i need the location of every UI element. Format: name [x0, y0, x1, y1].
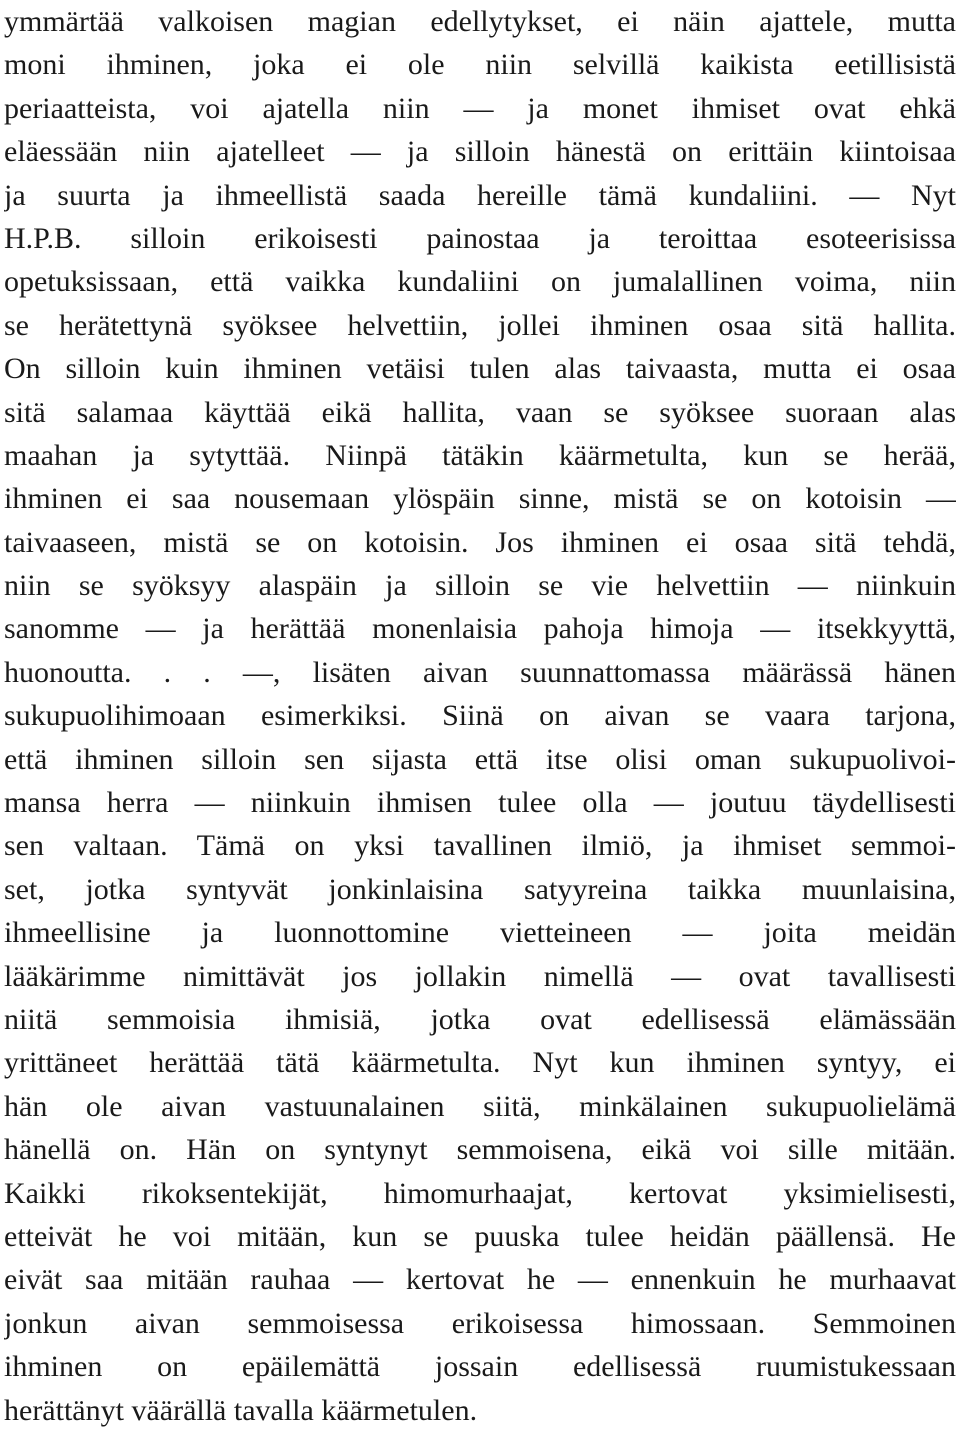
text-line: mansa herra — niinkuin ihmisen tulee olla — joutuu täydellisesti: [4, 786, 956, 820]
text-line: ihminen ei saa nousemaan ylöspäin sinne, mistä se on kotoisin —: [4, 482, 956, 516]
text-line: yrittäneet herättää tätä käärmetulta. Nyt kun ihminen syntyy, ei: [4, 1046, 956, 1080]
text-line-last: herättänyt väärällä tavalla käärmetulen.: [4, 1393, 478, 1427]
text-line: moni ihminen, joka ei ole niin selvillä kaikista eetillisistä: [4, 48, 956, 82]
text-line: jonkun aivan semmoisessa erikoisessa himossaan. Semmoinen: [4, 1306, 956, 1340]
text-line: ihminen on epäilemättä jossain edellisessä ruumistukessaan: [4, 1350, 956, 1384]
text-line: eivät saa mitään rauhaa — kertovat he — ennenkuin he murhaavat: [4, 1263, 956, 1297]
text-line: huonoutta. . . —, lisäten aivan suunnattomassa määrässä hänen: [4, 655, 956, 689]
text-line: taivaaseen, mistä se on kotoisin. Jos ihminen ei osaa sitä tehdä,: [4, 525, 956, 559]
text-line: hänellä on. Hän on syntynyt semmoisena, eikä voi sille mitään.: [4, 1133, 956, 1167]
body-text: [4, 0, 956, 1432]
text-line: sukupuolihimoaan esimerkiksi. Siinä on aivan se vaara tarjona,: [4, 699, 956, 733]
text-line: set, jotka syntyvät jonkinlaisina satyyreina taikka muunlaisina,: [4, 872, 956, 906]
text-line: sen valtaan. Tämä on yksi tavallinen ilmiö, ja ihmiset semmoi-: [4, 829, 956, 863]
text-line: ihmeellisine ja luonnottomine vietteineen — joita meidän: [4, 916, 956, 950]
text-line: Kaikki rikoksentekijät, himomurhaajat, kertovat yksimielisesti,: [4, 1176, 956, 1210]
text-line: maahan ja sytyttää. Niinpä tätäkin käärmetulta, kun se herää,: [4, 438, 956, 472]
text-line: ja suurta ja ihmeellistä saada hereille tämä kundaliini. — Nyt: [4, 178, 956, 212]
text-line: H.P.B. silloin erikoisesti painostaa ja teroittaa esoteerisissa: [4, 221, 956, 255]
text-line: sitä salamaa käyttää eikä hallita, vaan se syöksee suoraan alas: [4, 395, 956, 429]
text-line: niin se syöksyy alaspäin ja silloin se vie helvettiin — niinkuin: [4, 569, 956, 603]
text-line: niitä semmoisia ihmisiä, jotka ovat edellisessä elämässään: [4, 1002, 956, 1036]
text-line: sanomme — ja herättää monenlaisia pahoja himoja — itsekkyyttä,: [4, 612, 956, 646]
text-line: periaatteista, voi ajatella niin — ja monet ihmiset ovat ehkä: [4, 91, 956, 125]
text-line: etteivät he voi mitään, kun se puuska tulee heidän päällensä. He: [4, 1219, 956, 1253]
text-line: eläessään niin ajatelleet — ja silloin hänestä on erittäin kiintoisaa: [4, 135, 956, 169]
text-line: On silloin kuin ihminen vetäisi tulen alas taivaasta, mutta ei osaa: [4, 352, 956, 386]
text-line: hän ole aivan vastuunalainen siitä, minkälainen sukupuolielämä: [4, 1089, 956, 1123]
text-line: että ihminen silloin sen sijasta että itse olisi oman sukupuolivoi-: [4, 742, 956, 776]
text-line: se herätettynä syöksee helvettiin, jollei ihminen osaa sitä hallita.: [4, 308, 956, 342]
text-line: opetuksissaan, että vaikka kundaliini on jumalallinen voima, niin: [4, 265, 956, 299]
text-line: ymmärtää valkoisen magian edellytykset, ei näin ajattele, mutta: [4, 5, 956, 38]
text-line: lääkärimme nimittävät jos jollakin nimellä — ovat tavallisesti: [4, 959, 956, 993]
